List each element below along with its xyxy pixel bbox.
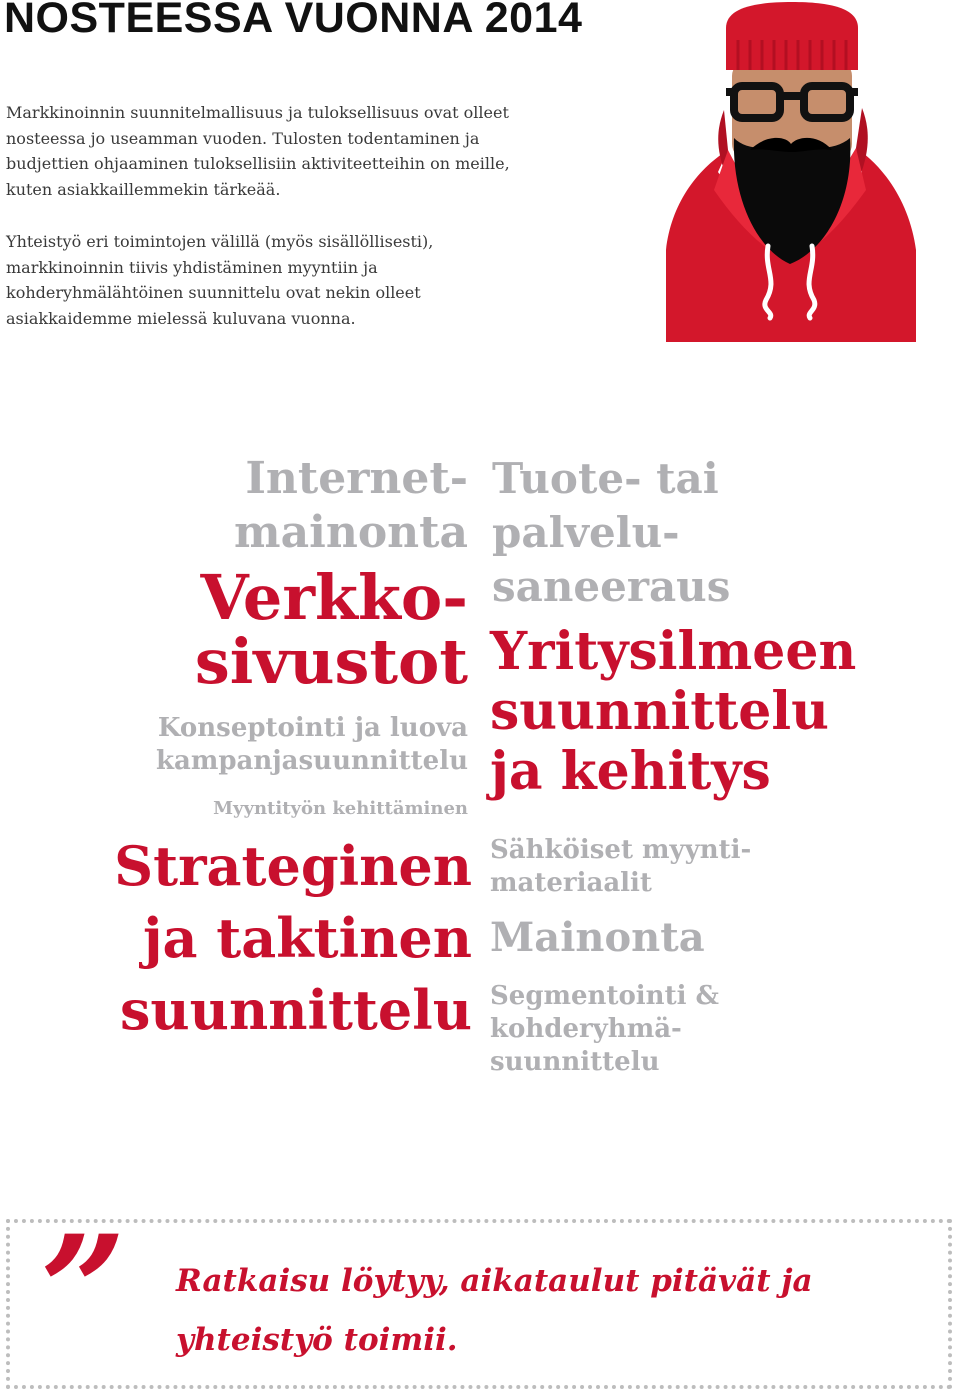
cloud-verkkosivustot: Verkko- sivustot (194, 561, 468, 698)
page-title: NOSTEESSA VUONNA 2014 (4, 0, 583, 42)
quote-text: Ratkaisu löytyy, aikataulut pitävät ja yhteistyö toimii. (176, 1263, 813, 1358)
cloud-tuote-saneeraus: Tuote- tai palvelu- saneeraus (492, 454, 731, 611)
intro-paragraph-1: Markkinoinnin suunnitelmallisuus ja tuloksellisuus ovat olleet nosteessa jo useamman vuoden. Tulosten todentaminen ja budjettien ohjaaminen tuloksellisiin aktiviteetteihin on meille, kuten asiakkaillemmekin tärkeää. (6, 103, 510, 199)
cloud-yritysilmeen-suunnittelu: Yritysilmeen suunnittelu ja kehitys (490, 621, 857, 802)
bearded-man-illustration (666, 0, 916, 342)
intro-paragraph-2: Yhteistyö eri toimintojen välillä (myös sisällöllisesti), markkinoinnin tiivis yhdistäminen myyntiin ja kohderyhmälähtöinen suunnittelu ovat nekin olleet asiakkaidemme mielessä kuluvana vuonna. (6, 232, 434, 328)
cloud-segmentointi: Segmentointi & kohderyhmä- suunnittelu (490, 981, 719, 1077)
cloud-sahkoiset-myyntimateriaalit: Sähköiset myynti- materiaalit (490, 835, 752, 898)
cloud-konseptointi: Konseptointi ja luova kampanjasuunnittelu (155, 713, 468, 776)
beanie (726, 2, 858, 70)
cloud-mainonta: Mainonta (490, 914, 705, 961)
quote-mark-icon: ” (40, 1203, 127, 1379)
cloud-strateginen-suunnittelu: Strateginen ja taktinen suunnittelu (114, 834, 472, 1042)
cloud-myyntityon-kehittaminen: Myyntityön kehittäminen (213, 798, 468, 819)
cloud-internet-mainonta: Internet- mainonta (234, 453, 468, 558)
